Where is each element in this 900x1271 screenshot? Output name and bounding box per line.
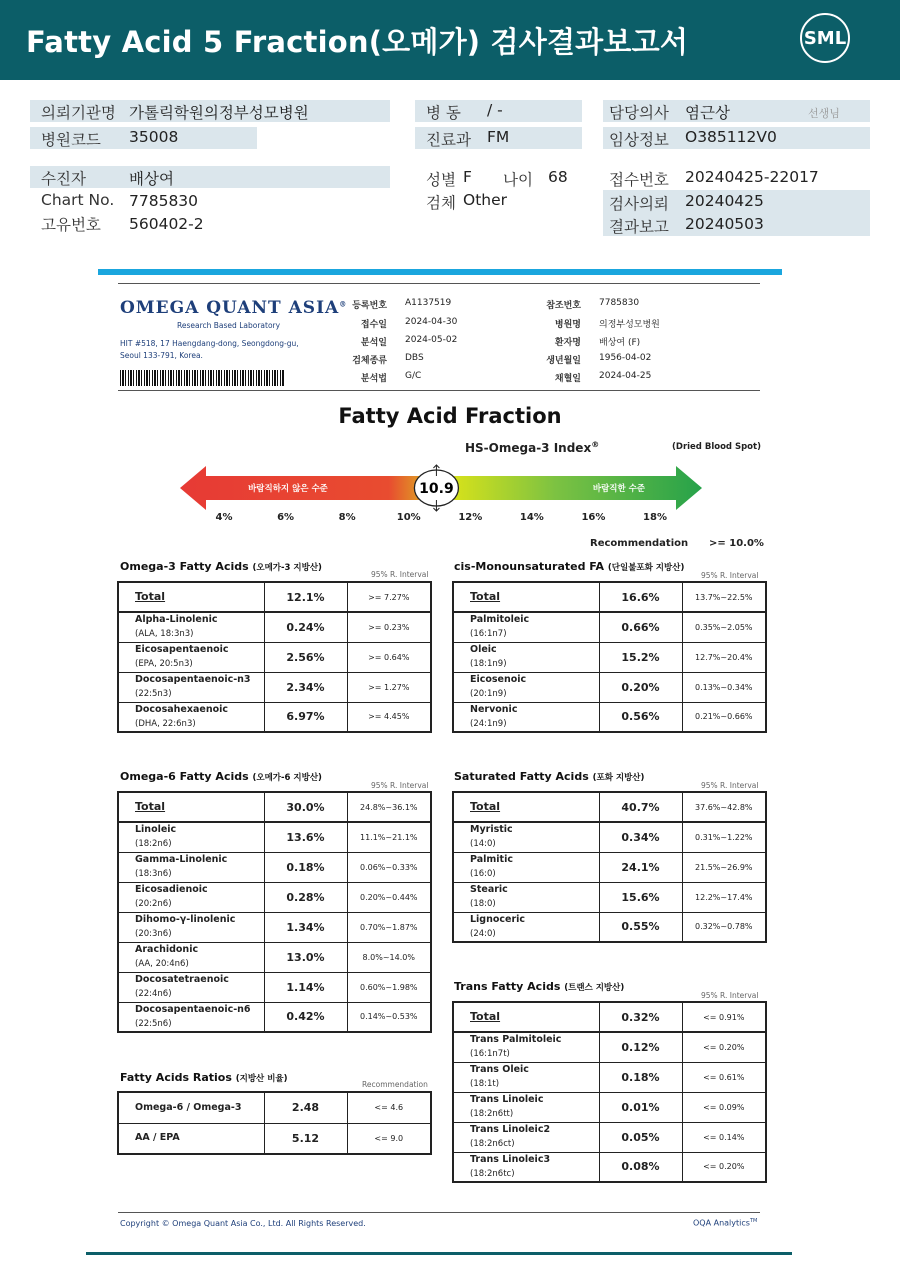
table-row [453,822,766,852]
table-row [118,1123,431,1154]
meta-right-value: 배상여 (F) [599,338,641,348]
table-row [118,1002,431,1032]
row-value: 1.14% [264,972,347,1002]
row-name [453,822,599,852]
dept-label: 진료과 [426,131,471,149]
row-sub-text: (18:1t) [470,1079,500,1089]
row-sub-text: (22:5n6) [135,1018,172,1029]
hospital-code-label: 병원코드 [41,131,101,149]
trans-title: Trans Fatty Acids (트랜스 지방산) [454,980,625,993]
specimen-value: Other [463,191,508,209]
row-name [118,672,264,702]
row-name-text: Palmitoleic [470,614,530,626]
row-value: 24.1% [599,852,682,882]
meta-rule [118,390,760,391]
doctor-value: 염근상 [685,104,730,122]
row-range: 0.70%~1.87% [347,912,431,942]
patient-label: 수진자 [41,170,86,188]
gauge-tick-label: 18% [643,512,667,523]
omega3-interval: 95% R. Interval [371,570,429,579]
table-row [118,612,431,642]
row-name [453,702,599,732]
report-header [0,0,900,80]
row-value: 30.0% [264,792,347,822]
report-title: Fatty Acid 5 Fraction(오메가) 검사결과보고서 [26,25,689,59]
omega3-index-title: HS-Omega-3 Index® [465,440,600,455]
row-range: >= 0.23% [347,612,431,642]
row-sub-text: (DHA, 22:6n3) [135,718,196,729]
table-row [453,1032,766,1062]
row-range: 0.60%~1.98% [347,972,431,1002]
hospital-code-value: 35008 [129,128,179,146]
row-name-text: Trans Linoleic [470,1094,544,1105]
chart-label: Chart No. [41,191,115,209]
doctor-label: 담당의사 [609,104,669,122]
table-row [453,1152,766,1182]
row-value: 2.34% [264,672,347,702]
request-label: 검사의뢰 [609,195,669,213]
row-value: 15.6% [599,882,682,912]
table-row [453,582,766,612]
gauge-tick-label: 14% [519,512,544,523]
row-range: 0.31%~1.22% [682,822,766,852]
row-range: 0.14%~0.53% [347,1002,431,1032]
omega3-title: Omega-3 Fatty Acids (오메가-3 지방산) [120,560,322,573]
row-sub-text: (16:0) [470,869,496,879]
row-value: 5.12 [264,1123,347,1154]
row-name-text: Total [470,800,501,813]
row-value: 0.20% [599,672,682,702]
table-row [453,1122,766,1152]
table-row [453,612,766,642]
sfa-title: Saturated Fatty Acids (포화 지방산) [454,770,645,783]
row-name-text: Docosahexaenoic [135,703,229,715]
row-range: 13.7%~22.5% [682,582,766,612]
copyright: Copyright © Omega Quant Asia Co., Ltd. All Rights Reserved. [120,1219,366,1228]
row-sub-text: (18:2n6tc) [470,1168,515,1179]
row-name-text: Docosapentaenoic-n6 [135,1003,251,1015]
row-name-text: Lignoceric [470,913,526,925]
oqa-subtitle: Research Based Laboratory [177,321,281,330]
row-name [453,1062,599,1092]
oqa-analytics: OQA Analytics™ [693,1218,758,1228]
report-label: 결과보고 [609,218,669,236]
clinical-value: O385112V0 [685,128,777,146]
table-row [453,642,766,672]
row-value: 0.32% [599,1002,682,1032]
request-value: 20240425 [685,192,764,210]
row-range: <= 0.09% [682,1092,766,1122]
table-row [453,1092,766,1122]
row-range: <= 9.0 [347,1123,431,1154]
row-range: 8.0%~14.0% [347,942,431,972]
gauge-tick-label: 4% [215,512,233,523]
row-value: 0.66% [599,612,682,642]
row-sub-text: (14:0) [470,839,496,850]
row-range: 37.6%~42.8% [682,792,766,822]
row-name [118,702,264,732]
row-sub-text: (18:1n9) [470,659,507,669]
table-row [118,972,431,1002]
row-value: 2.56% [264,642,347,672]
row-range: <= 4.6 [347,1092,431,1123]
omega6-title: Omega-6 Fatty Acids (오메가-6 지방산) [120,770,322,783]
row-sub-text: (ALA, 18:3n3) [135,629,194,640]
ratios-recommendation: Recommendation [362,1080,428,1089]
row-name [453,882,599,912]
row-sub-text: (18:0) [470,899,496,909]
undesirable-label: 바람직하지 않은 수준 [248,484,328,494]
omega3-table [117,581,432,733]
meta-left-value: DBS [405,353,424,363]
row-name-text: Arachidonic [135,944,199,955]
row-name [118,642,264,672]
omega6-table [117,791,432,1033]
row-range: 24.8%~36.1% [347,792,431,822]
table-row [453,852,766,882]
section-divider [98,269,782,275]
row-name [118,582,264,612]
meta-left-value: 2024-05-02 [405,335,458,345]
gauge-tick-label: 8% [338,512,356,523]
reception-label: 접수번호 [609,171,669,189]
row-range: >= 7.27% [347,582,431,612]
meta-right-label: 병원명 [554,320,581,330]
row-range: <= 0.20% [682,1152,766,1182]
meta-left-value: A1137519 [405,298,452,308]
table-row [453,882,766,912]
row-name-text: Nervonic [470,703,518,715]
row-sub-text: (20:2n6) [135,899,172,909]
row-sub-text: (24:0) [470,928,496,939]
meta-right-label: 생년월일 [546,356,581,366]
sample-type: (Dried Blood Spot) [672,442,761,452]
row-name [453,1092,599,1122]
row-name-text: Eicosenoic [470,674,527,685]
row-sub-text: (18:2n6) [135,839,172,850]
row-value: 0.42% [264,1002,347,1032]
row-range: <= 0.91% [682,1002,766,1032]
row-name-text: Total [470,590,501,603]
row-name [118,852,264,882]
table-row [453,1002,766,1032]
bottom-rule [86,1252,792,1255]
unique-value: 560402-2 [129,215,204,233]
meta-right-label: 참조번호 [546,301,581,311]
row-value: 0.05% [599,1122,682,1152]
mufa-table [452,581,767,733]
gauge-tick-label: 10% [396,512,421,523]
chart-value: 7785830 [129,192,199,210]
row-name [118,942,264,972]
row-name [453,792,599,822]
row-range: <= 0.14% [682,1122,766,1152]
row-value: 2.48 [264,1092,347,1123]
row-name [453,612,599,642]
row-range: 12.7%~20.4% [682,642,766,672]
row-name [453,912,599,942]
gauge-tick-label: 12% [458,512,483,523]
row-range: <= 0.61% [682,1062,766,1092]
table-row [453,792,766,822]
row-value: 0.34% [599,822,682,852]
row-range: <= 0.20% [682,1032,766,1062]
row-value: 6.97% [264,702,347,732]
oqa-address: HIT #518, 17 Haengdang-dong, Seongdong-gu, Seoul 133-791, Korea. [120,339,299,360]
row-name-text: Eicosapentaenoic [135,644,229,655]
row-name-text: Total [135,800,166,813]
desirable-label: 바람직한 수준 [592,484,646,494]
row-name [453,672,599,702]
row-name-text: Trans Linoleic2 [470,1124,551,1135]
row-name-text: Trans Linoleic3 [470,1153,551,1165]
row-value: 13.6% [264,822,347,852]
row-value: 0.55% [599,912,682,942]
row-range: >= 0.64% [347,642,431,672]
row-name [118,972,264,1002]
ratios-title: Fatty Acids Ratios (지방산 비율) [120,1071,288,1084]
gauge-tick-label: 6% [277,512,295,523]
row-name [118,612,264,642]
row-sub-text: (16:1n7t) [470,1049,510,1060]
row-name [453,1122,599,1152]
row-value: 0.24% [264,612,347,642]
row-name [118,1002,264,1032]
specimen-label: 검체 [426,194,456,212]
row-name-text: Oleic [470,644,497,655]
meta-right-value: 2024-04-25 [599,371,652,381]
doctor-suffix: 선생님 [808,107,840,120]
meta-right-label: 채혈일 [554,374,581,384]
row-name-text: Palmitic [470,854,513,865]
row-name-text: Myristic [470,824,513,836]
sex-value: F [463,168,472,186]
row-name-text: Stearic [470,884,508,895]
table-row [453,1062,766,1092]
row-range: 0.32%~0.78% [682,912,766,942]
row-name-text: Eicosadienoic [135,884,208,895]
table-row [118,822,431,852]
table-row [118,792,431,822]
row-value: 0.28% [264,882,347,912]
row-name [453,1002,599,1032]
row-range: 0.35%~2.05% [682,612,766,642]
meta-right-value: 7785830 [599,298,640,308]
row-range: >= 1.27% [347,672,431,702]
row-sub-text: (22:5n3) [135,689,172,699]
table-row [453,672,766,702]
meta-left-value: 2024-04-30 [405,317,458,327]
table-row [118,942,431,972]
row-range: 12.2%~17.4% [682,882,766,912]
sml-logo: SML [800,13,850,63]
trans-interval: 95% R. Interval [701,991,759,1000]
row-range: 0.06%~0.33% [347,852,431,882]
mufa-interval: 95% R. Interval [701,571,759,580]
row-range: 21.5%~26.9% [682,852,766,882]
row-name-text: Docosapentaenoic-n3 [135,674,251,685]
footer-rule [118,1212,760,1213]
meta-left-label: 검체종류 [352,356,387,366]
row-name [453,582,599,612]
row-sub-text: (22:4n6) [135,989,172,999]
row-name [118,912,264,942]
row-name [118,792,264,822]
barcode [120,370,285,386]
age-value: 68 [548,168,568,186]
table-row [118,582,431,612]
meta-left-label: 분석법 [360,374,387,384]
report-top-rule [118,283,760,284]
index-recommendation: Recommendation >= 10.0% [590,538,764,549]
omega6-interval: 95% R. Interval [371,781,429,790]
trans-table [452,1001,767,1183]
row-name-text: Alpha-Linolenic [135,614,218,626]
row-sub-text: (18:3n6) [135,869,172,879]
row-value: 15.2% [599,642,682,672]
row-name [453,852,599,882]
report-value: 20240503 [685,215,764,233]
reception-value: 20240425-22017 [685,168,819,186]
index-marker [414,465,458,511]
row-name-text: Gamma-Linolenic [135,854,228,865]
row-name-text: Omega-6 / Omega-3 [135,1101,242,1113]
row-sub-text: (20:1n9) [470,689,507,699]
table-row [118,912,431,942]
row-value: 12.1% [264,582,347,612]
table-row [118,642,431,672]
row-range: 11.1%~21.1% [347,822,431,852]
table-row [118,1092,431,1123]
meta-right-value: 의정부성모병원 [599,320,660,330]
row-name [453,1032,599,1062]
table-row [453,702,766,732]
row-name [118,822,264,852]
ward-value: / - [487,101,503,119]
row-name-text: Trans Oleic [470,1064,529,1075]
row-value: 13.0% [264,942,347,972]
oqa-logo: OMEGA QUANT ASIA® [120,298,348,318]
row-value: 0.56% [599,702,682,732]
gauge-tick-label: 16% [581,512,606,523]
meta-right-label: 환자명 [554,338,581,348]
table-row [453,912,766,942]
table-row [118,882,431,912]
row-sub-text: (16:1n7) [470,629,507,640]
institution-label: 의뢰기관명 [41,104,116,122]
table-row [118,852,431,882]
row-range: 0.21%~0.66% [682,702,766,732]
sfa-interval: 95% R. Interval [701,781,759,790]
meta-right-value: 1956-04-02 [599,353,652,363]
row-value: 0.18% [599,1062,682,1092]
row-value: 0.18% [264,852,347,882]
row-name [118,882,264,912]
row-value: 0.01% [599,1092,682,1122]
sex-label: 성별 [426,171,456,189]
row-value: 40.7% [599,792,682,822]
row-name-text: Trans Palmitoleic [470,1034,562,1046]
row-value: 16.6% [599,582,682,612]
row-name [453,1152,599,1182]
fraction-title: Fatty Acid Fraction [338,404,562,428]
row-name-text: Docosatetraenoic [135,974,229,985]
row-name-text: Linoleic [135,824,177,836]
institution-value: 가톨릭학원의정부성모병원 [129,104,309,122]
index-gauge [176,462,706,514]
row-name-text: Dihomo-γ-linolenic [135,914,236,925]
row-name [118,1092,264,1123]
row-sub-text: (EPA, 20:5n3) [135,659,193,669]
sfa-table [452,791,767,943]
row-sub-text: (AA, 20:4n6) [135,959,189,969]
table-row [118,702,431,732]
table-row [118,672,431,702]
patient-value: 배상여 [129,170,174,188]
row-value: 0.08% [599,1152,682,1182]
row-sub-text: (20:3n6) [135,929,172,939]
row-range: >= 4.45% [347,702,431,732]
row-range: 0.13%~0.34% [682,672,766,702]
ward-label: 병 동 [426,104,461,122]
ratios-table [117,1091,432,1155]
row-name [453,642,599,672]
meta-left-label: 등록번호 [352,301,387,311]
row-sub-text: (24:1n9) [470,718,507,729]
row-sub-text: (18:2n6ct) [470,1139,515,1149]
mufa-title: cis-Monounsaturated FA (단일불포화 지방산) [454,560,685,573]
row-name [118,1123,264,1154]
row-value: 0.12% [599,1032,682,1062]
row-sub-text: (18:2n6tt) [470,1109,514,1119]
meta-left-value: G/C [405,371,422,381]
unique-label: 고유번호 [41,216,101,234]
meta-left-label: 분석일 [360,338,387,348]
row-name-text: AA / EPA [135,1132,180,1144]
row-name-text: Total [470,1010,501,1023]
clinical-label: 임상정보 [609,131,669,149]
row-name-text: Total [135,590,166,603]
dept-value: FM [487,128,510,146]
row-value: 1.34% [264,912,347,942]
age-label: 나이 [503,171,533,189]
row-range: 0.20%~0.44% [347,882,431,912]
meta-left-label: 접수일 [360,320,387,330]
index-value: 10.9 [419,481,454,497]
